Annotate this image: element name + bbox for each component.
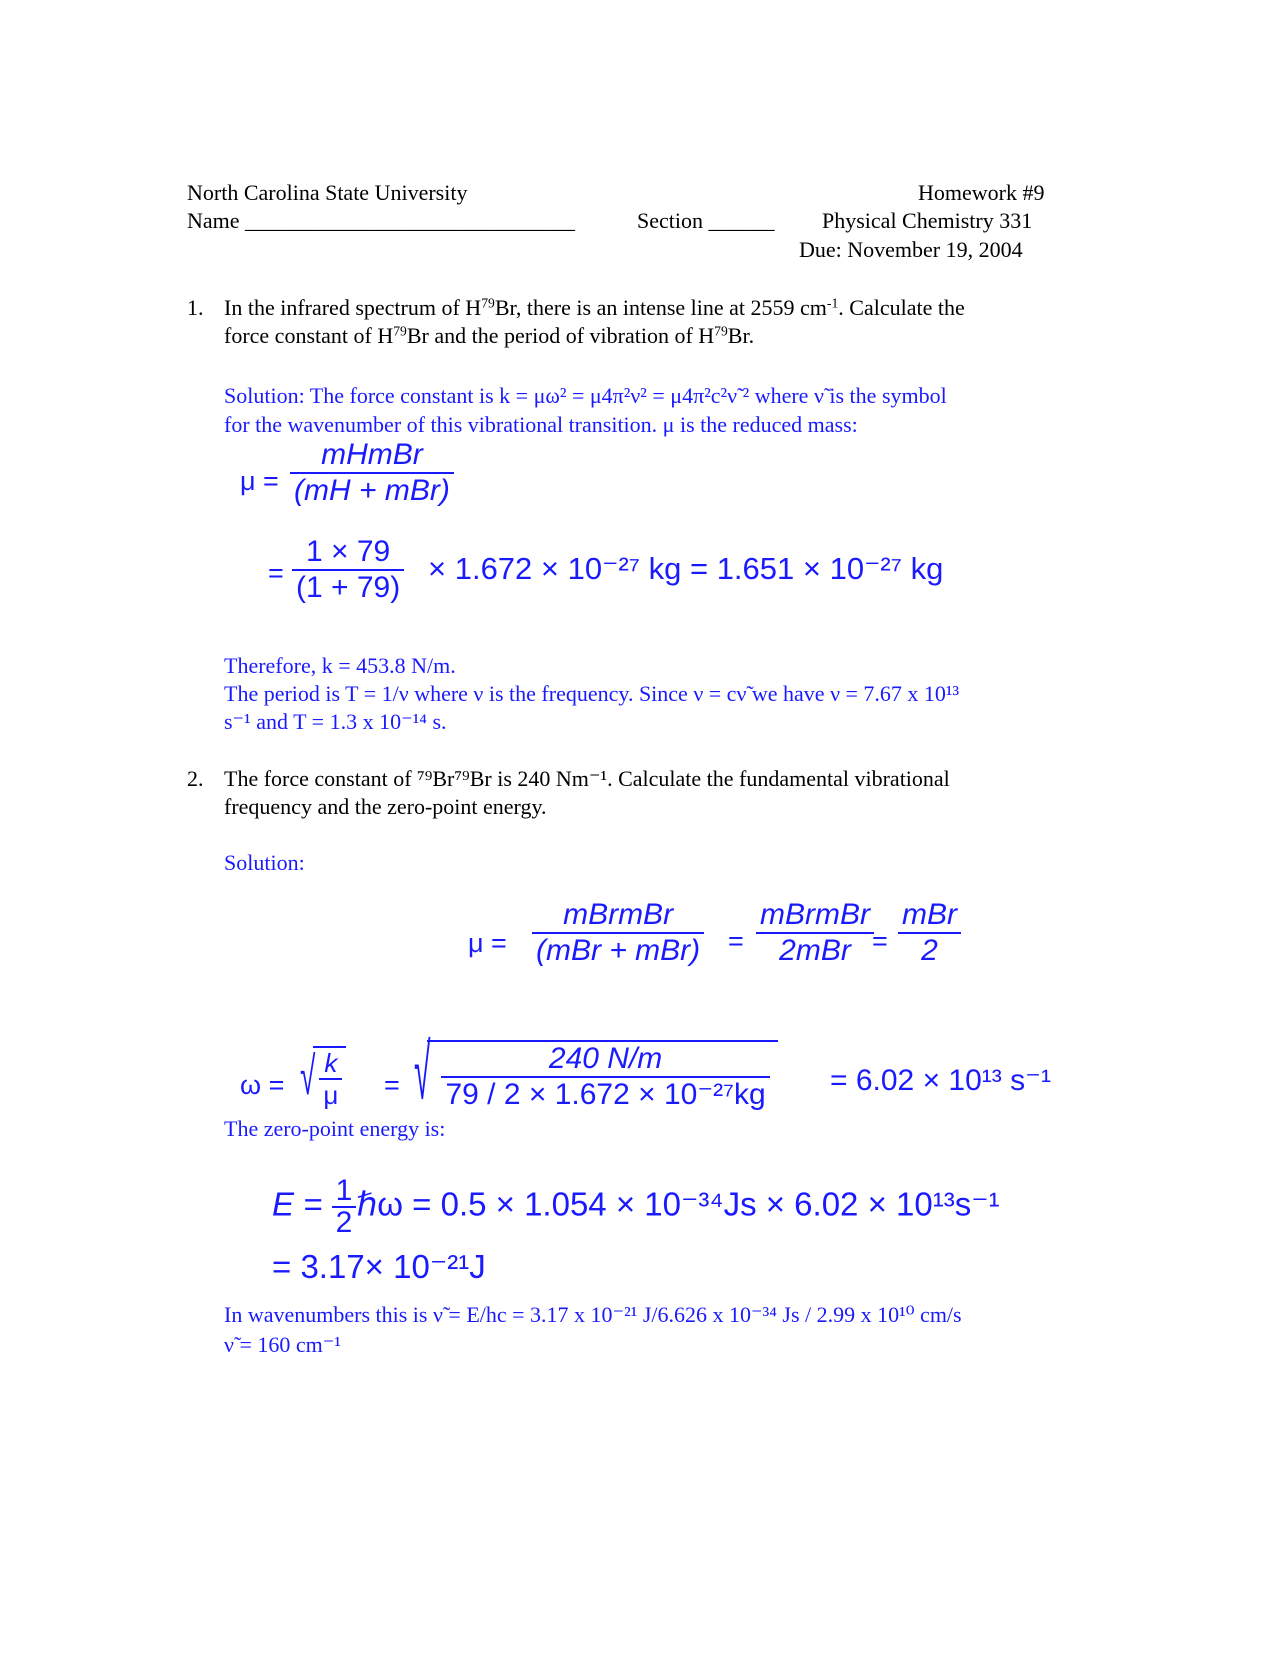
q2-zpe-label: The zero-point energy is: (224, 1116, 446, 1141)
q2-omega-denominator: 79 / 2 × 1.672 × 10⁻²⁷kg (441, 1076, 769, 1110)
q1-solution-line2: for the wavenumber of this vibrational transition. μ is the reduced mass: (224, 412, 858, 437)
university-name: North Carolina State University (187, 180, 468, 205)
q1-mu-fraction (290, 440, 454, 506)
q1-period-line1: The period is T = 1/ν where ν is the frequency. Since ν = cν̃ we have ν = 7.67 x 10¹³ (224, 681, 960, 706)
q1-eq2-denominator: (1 + 79) (292, 569, 404, 603)
q2-mu-denominator1: (mBr + mBr) (532, 932, 704, 966)
q2-omega-sqrt1 (300, 1046, 346, 1108)
q2-text-line2: frequency and the zero-point energy. (224, 794, 547, 819)
q2-omega-sqrt2 (414, 1030, 778, 1117)
q2-mu-lhs: μ = (468, 928, 507, 958)
q2-omega-lhs: ω = (240, 1070, 285, 1100)
q2-number: 2. (187, 766, 204, 791)
q2-energy-half-num: 1 (335, 1174, 353, 1207)
q2-omega-k: k (324, 1048, 338, 1078)
q2-mu-fraction2 (756, 900, 874, 966)
q2-text-line1: The force constant of ⁷⁹Br⁷⁹Br is 240 Nm⁻¹. Calculate the fundamental vibrational (224, 766, 950, 791)
sqrt-icon: √ (300, 1046, 316, 1106)
q2-mu-denominator3: 2 (898, 932, 961, 966)
q1-eq2-numerator: 1 × 79 (305, 535, 391, 568)
section-blank: ______ (708, 208, 775, 233)
q1-number: 1. (187, 295, 204, 320)
q2-energy-result: = 3.17× 10⁻²¹J (272, 1248, 486, 1285)
sqrt-icon: √ (414, 1030, 431, 1117)
q1-eq2-result: × 1.672 × 10⁻²⁷ kg = 1.651 × 10⁻²⁷ kg (428, 551, 944, 586)
q2-mu-equals2: = (728, 926, 744, 956)
q1-eq2-fraction (292, 537, 404, 603)
q2-mu-numerator1: mBrmBr (563, 898, 674, 931)
q2-omega-equals2: = (384, 1070, 400, 1100)
q2-mu-equals3: = (872, 926, 888, 956)
q1-eq2-equals: = (268, 558, 284, 588)
section-field (637, 210, 775, 232)
q2-mu-denominator2: 2mBr (756, 932, 874, 966)
q1-text-line2: force constant of $H^{79}Br$ and the period of vibration of $H^{79}Br$. (224, 323, 755, 348)
q2-energy-lhs: E = (272, 1185, 323, 1223)
q1-mu-denominator: (mH + mBr) (290, 472, 454, 506)
q1-mu-numerator: mHmBr (321, 438, 423, 471)
q2-omega-mu: μ (319, 1078, 342, 1108)
homework-number: Homework #9 (918, 180, 1045, 205)
q2-mu-fraction3 (898, 900, 961, 966)
q2-wavenumber-result: ν̃ = 160 cm⁻¹ (224, 1332, 341, 1357)
due-date: Due: November 19, 2004 (799, 237, 1023, 262)
q2-mu-numerator3: mBr (902, 898, 957, 931)
q1-mu-lhs: μ = (240, 466, 279, 496)
q2-omega-result: = 6.02 × 10¹³ s⁻¹ (830, 1064, 1051, 1097)
q2-omega-numerator: 240 N/m (548, 1042, 663, 1075)
name-label: Name (187, 208, 240, 233)
course-name: Physical Chemistry 331 (822, 208, 1033, 233)
q2-mu-fraction1 (532, 900, 704, 966)
q2-energy-half-den: 2 (332, 1206, 357, 1238)
section-label: Section (637, 208, 703, 233)
q2-energy-equation (272, 1176, 1000, 1238)
q2-solution-label: Solution: (224, 850, 305, 875)
q2-mu-numerator2: mBrmBr (760, 898, 870, 931)
q1-solution-line1: Solution: The force constant is k = μω² = μ4π²ν² = μ4π²c²ν̃ ² where ν̃ is the symbol (224, 383, 947, 408)
q2-energy-rest: ℏω = 0.5 × 1.054 × 10⁻³⁴Js × 6.02 × 10¹³s⁻¹ (356, 1185, 1000, 1223)
q1-period-line2: s⁻¹ and T = 1.3 x 10⁻¹⁴ s. (224, 709, 447, 734)
q2-wavenumber-line: In wavenumbers this is ν̃ = E/hc = 3.17 x 10⁻²¹ J/6.626 x 10⁻³⁴ Js / 2.99 x 10¹⁰ cm/s (224, 1302, 962, 1327)
name-field (187, 210, 575, 232)
q1-text-line1: In the infrared spectrum of $H^{79}Br$, there is an intense line at 2559 $cm^{-1}$. Calculate the (224, 295, 965, 320)
q1-therefore: Therefore, k = 453.8 N/m. (224, 653, 456, 678)
name-blank: ______________________________ (245, 208, 576, 233)
